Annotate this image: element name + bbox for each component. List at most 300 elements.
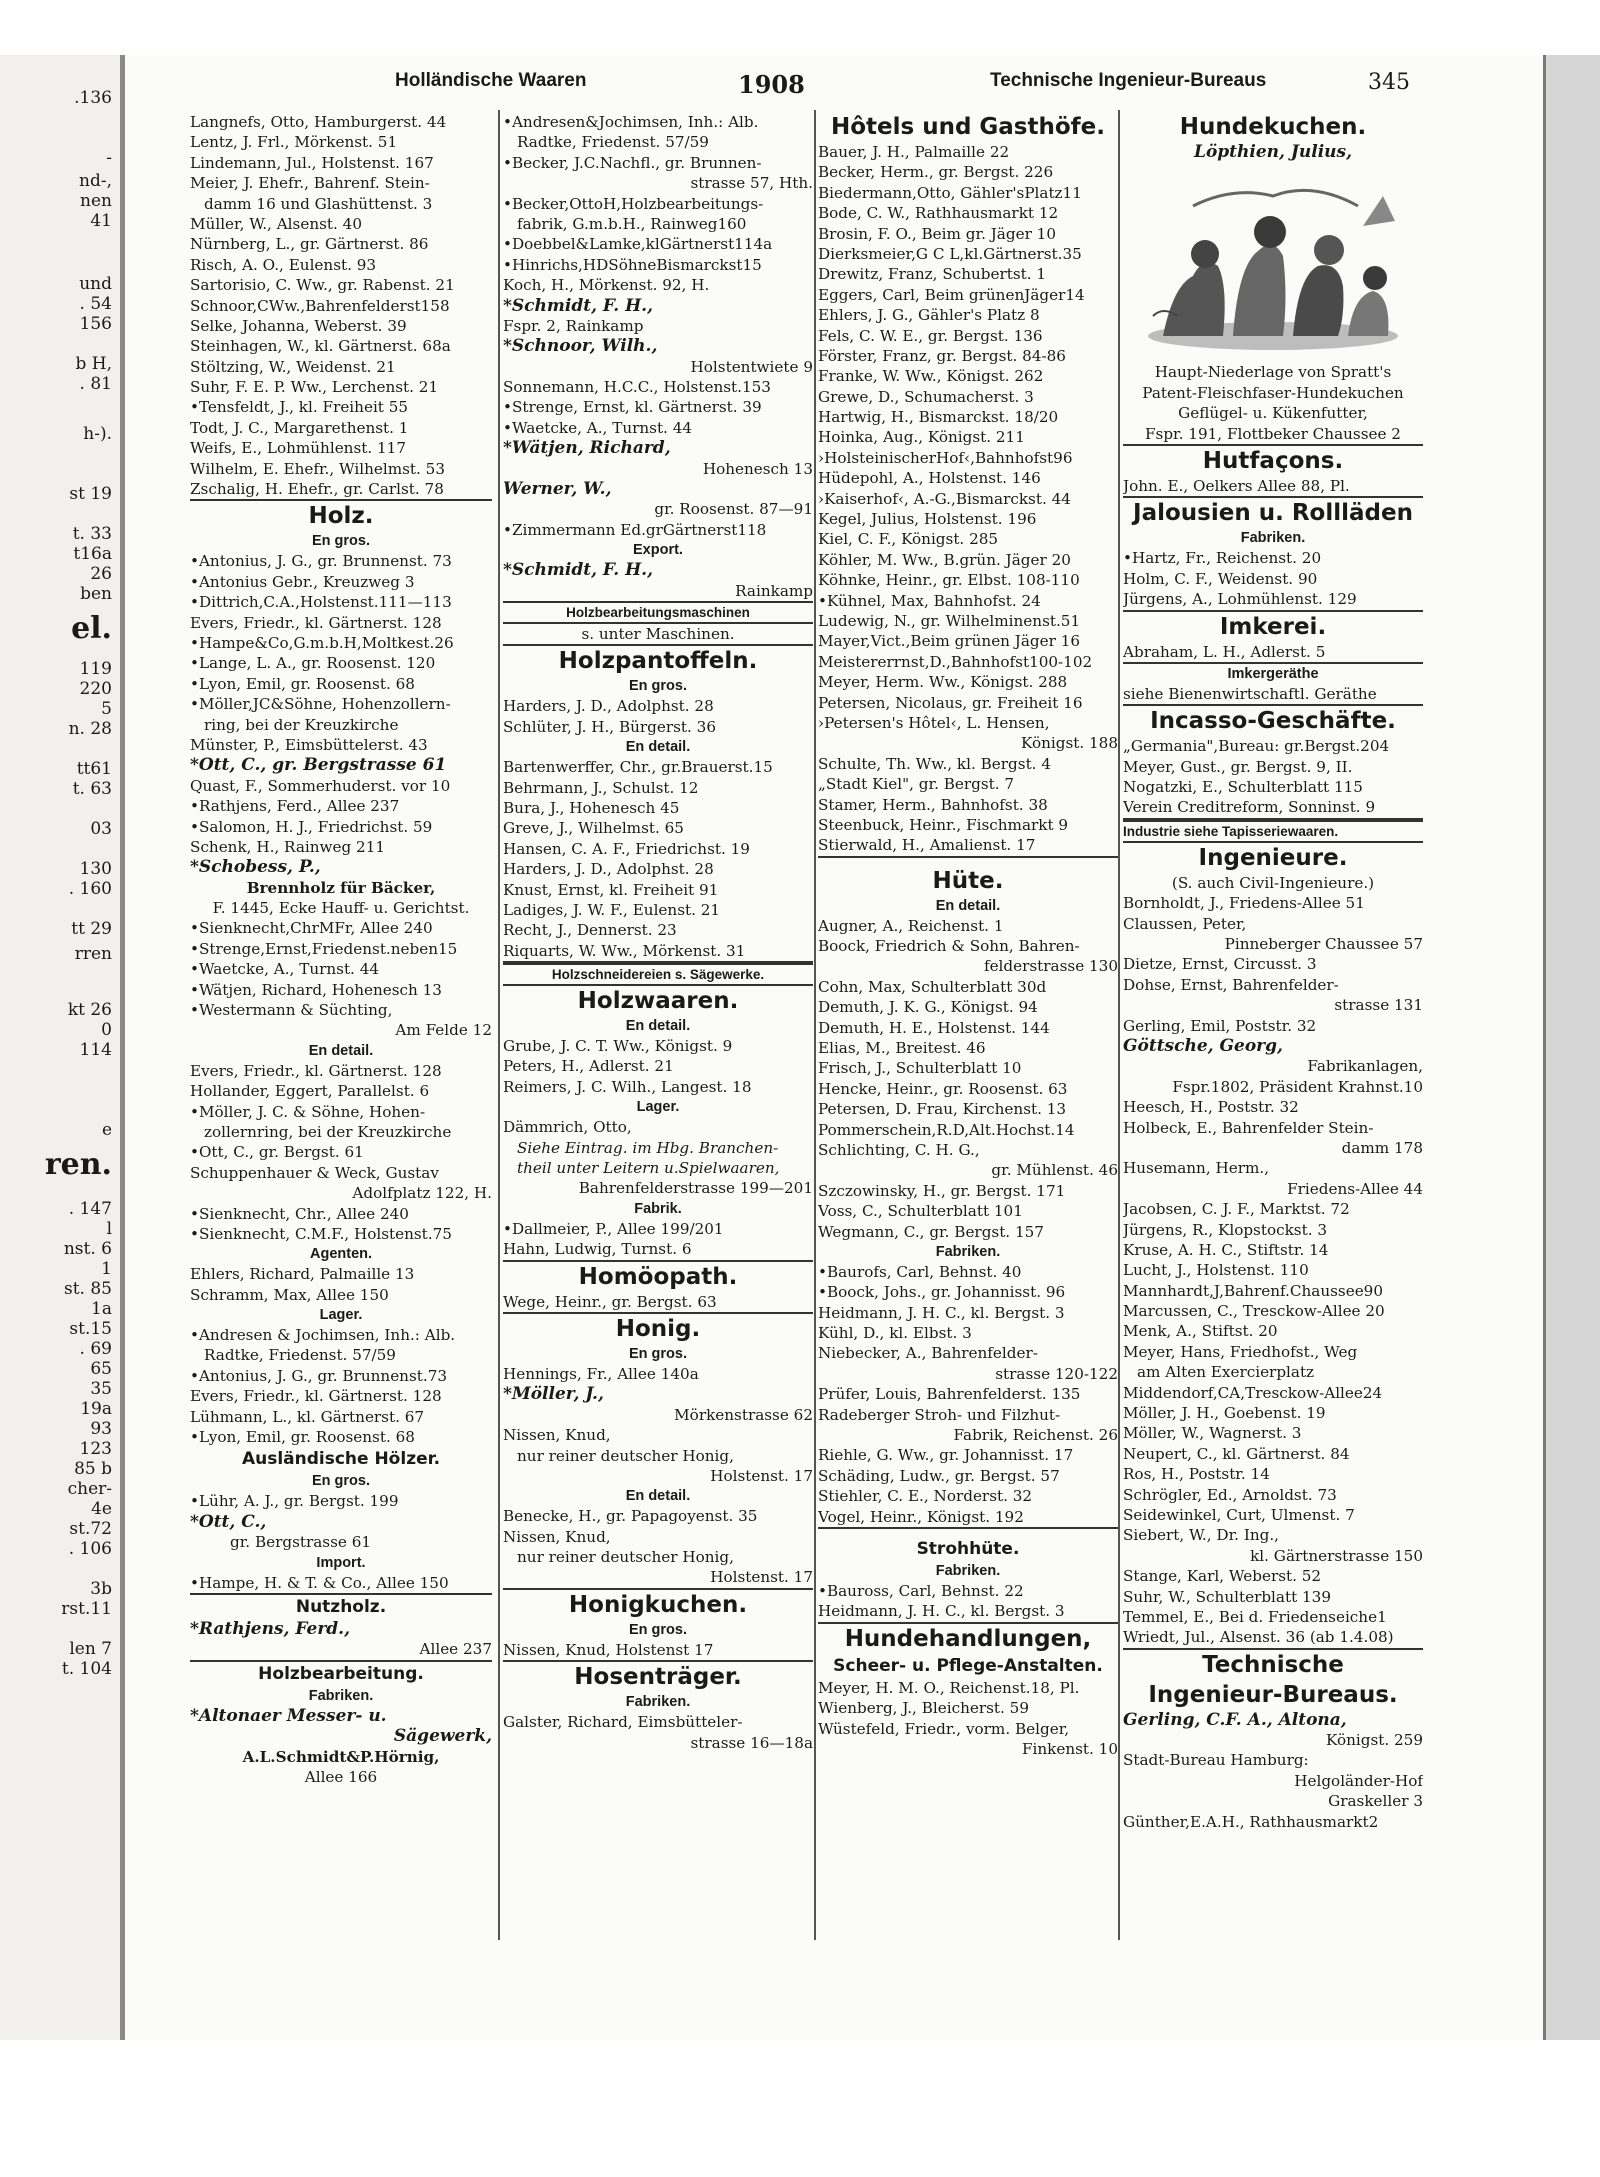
strip-text: 156 <box>79 314 112 334</box>
section-heading: Strohhüte. <box>916 1539 1020 1559</box>
directory-entry: Bartenwerffer, Chr., gr.Brauerst.15 <box>503 758 773 777</box>
strip-text: 220 <box>79 679 112 699</box>
strip-text: h-). <box>83 424 112 444</box>
directory-entry: Bornholdt, J., Friedens-Allee 51 <box>1123 894 1365 913</box>
subsection-label: Fabriken. <box>308 1687 374 1704</box>
directory-entry: Stange, Karl, Weberst. 52 <box>1123 1567 1322 1586</box>
directory-entry: Todt, J. C., Margarethenst. 1 <box>190 418 409 437</box>
column-3 <box>818 112 1118 1759</box>
column-rule <box>498 110 500 1940</box>
directory-entry: Ehlers, J. G., Gähler's Platz 8 <box>818 306 1040 325</box>
section-heading: Hundehandlungen, <box>844 1625 1092 1652</box>
directory-entry: Dämmrich, Otto, <box>503 1118 632 1137</box>
strip-text: - <box>106 148 112 168</box>
strip-text: tt61 <box>76 759 112 779</box>
directory-entry: •Hampe, H. & T. & Co., Allee 150 <box>190 1573 492 1595</box>
directory-entry: Koch, H., Mörkenst. 92, H. <box>503 276 710 295</box>
directory-entry: strasse 131 <box>1334 996 1423 1015</box>
subsection-label: En gros. <box>628 678 687 695</box>
strip-text: t. 63 <box>72 779 112 799</box>
strip-text: cher- <box>67 1479 112 1499</box>
directory-entry: Fspr. 191, Flottbeker Chaussee 2 <box>1123 424 1423 446</box>
directory-entry: ring, bei der Kreuzkirche <box>204 715 399 734</box>
directory-entry: Recht, J., Dennerst. 23 <box>503 921 677 940</box>
directory-entry: Weifs, E., Lohmühlenst. 117 <box>190 439 406 458</box>
directory-entry: Kruse, A. H. C., Stiftstr. 14 <box>1123 1240 1329 1259</box>
directory-entry: •Bauross, Carl, Behnst. 22 <box>818 1582 1024 1600</box>
directory-entry: Schuppenhauer & Weck, Gustav <box>190 1163 439 1182</box>
cross-reference: Holzschneidereien s. Sägewerke. <box>503 963 813 986</box>
strip-text: l <box>106 1219 112 1239</box>
directory-entry: nur reiner deutscher Honig, <box>517 1548 734 1567</box>
directory-entry: gr. Roosenst. 87—91 <box>654 500 813 519</box>
directory-entry: Prüfer, Louis, Bahrenfelderst. 135 <box>818 1385 1081 1404</box>
directory-entry: Adolfplatz 122, H. <box>352 1184 492 1203</box>
directory-entry: •Andresen&Jochimsen, Inh.: Alb. <box>503 113 759 131</box>
directory-entry: Drewitz, Franz, Schubertst. 1 <box>818 265 1047 284</box>
running-head-left: Holländische Waaren <box>395 70 587 91</box>
directory-entry: Schramm, Max, Allee 150 <box>190 1285 389 1304</box>
featured-entry: *Schmidt, F. H., <box>503 295 653 316</box>
directory-entry: Wienberg, J., Bleicherst. 59 <box>818 1699 1029 1718</box>
featured-entry: A.L.Schmidt&P.Hörnig, <box>242 1747 440 1766</box>
directory-entry: kl. Gärtnerstrasse 150 <box>1250 1546 1423 1565</box>
directory-entry: •Sienknecht, Chr., Allee 240 <box>190 1204 409 1223</box>
directory-entry: ›HolsteinischerHof‹,Bahnhofst96 <box>818 448 1073 467</box>
directory-entry: Allee 237 <box>190 1639 492 1661</box>
directory-entry: Frisch, J., Schulterblatt 10 <box>818 1059 1022 1078</box>
directory-entry: Nissen, Knud, <box>503 1527 611 1546</box>
directory-entry: Wriedt, Jul., Alsenst. 36 (ab 1.4.08) <box>1123 1627 1423 1649</box>
directory-entry: Marcussen, C., Tresckow-Allee 20 <box>1123 1302 1385 1321</box>
strip-text: b H, <box>75 354 112 374</box>
directory-entry: Meyer, H. M. O., Reichenst.18, Pl. <box>818 1678 1080 1697</box>
directory-entry: Königst. 259 <box>1326 1731 1423 1750</box>
strip-text: st 19 <box>69 484 112 504</box>
directory-entry: •Salomon, H. J., Friedrichst. 59 <box>190 817 433 836</box>
subsection-label: Fabriken. <box>625 1694 691 1711</box>
directory-entry: •Rathjens, Ferd., Allee 237 <box>190 797 400 816</box>
directory-entry: Stiehler, C. E., Norderst. 32 <box>818 1487 1033 1506</box>
directory-entry: •Waetcke, A., Turnst. 44 <box>190 960 380 979</box>
strip-text: 0 <box>101 1020 112 1040</box>
strip-text: ren. <box>44 1147 112 1182</box>
dogs-illustration <box>1133 166 1413 356</box>
featured-entry: *Ott, C., gr. Bergstrasse 61 <box>190 755 447 776</box>
directory-entry: Meyer, Gust., gr. Bergst. 9, II. <box>1123 757 1353 776</box>
subsection-label: Fabriken. <box>1240 530 1306 547</box>
cross-reference: Holzbearbeitungsmaschinen <box>503 601 813 624</box>
strip-text: st. 85 <box>64 1279 112 1299</box>
directory-entry: Peters, H., Adlerst. 21 <box>503 1057 674 1076</box>
directory-entry: Augner, A., Reichenst. 1 <box>818 916 1004 935</box>
strip-text: . 147 <box>68 1199 112 1219</box>
directory-entry: •Kühnel, Max, Bahnhofst. 24 <box>818 591 1041 610</box>
directory-entry: Riehle, G. Ww., gr. Johannisst. 17 <box>818 1446 1074 1465</box>
strip-text: 1 <box>101 1259 112 1279</box>
directory-entry: Evers, Friedr., kl. Gärtnerst. 128 <box>190 1387 442 1406</box>
directory-entry: Sartorisio, C. Ww., gr. Rabenst. 21 <box>190 276 455 295</box>
subsection-label: En detail. <box>308 1042 374 1059</box>
strip-text: nst. 6 <box>63 1239 112 1259</box>
directory-entry: Mayer,Vict.,Beim grünen Jäger 16 <box>818 632 1081 651</box>
directory-entry: Evers, Friedr., kl. Gärtnerst. 128 <box>190 1061 442 1080</box>
directory-entry: Schäding, Ludw., gr. Bergst. 57 <box>818 1466 1060 1485</box>
running-head-right: Technische Ingenieur-Bureaus <box>990 70 1267 91</box>
directory-entry: •Andresen & Jochimsen, Inh.: Alb. <box>190 1326 456 1345</box>
directory-entry: Schrögler, Ed., Arnoldst. 73 <box>1123 1485 1337 1504</box>
directory-entry: theil unter Leitern u.Spielwaaren, <box>517 1159 780 1178</box>
strip-text: .136 <box>74 88 112 108</box>
column-rule <box>814 110 816 1940</box>
directory-entry: Graskeller 3 <box>1328 1792 1423 1811</box>
strip-text: 85 b <box>74 1459 112 1479</box>
directory-entry: Boock, Friedrich & Sohn, Bahren- <box>818 937 1080 956</box>
column-2 <box>503 112 813 1753</box>
subsection-label: En detail. <box>935 897 1001 914</box>
strip-text: n. 28 <box>68 719 112 739</box>
directory-entry: Finkenst. 10 <box>1021 1739 1118 1758</box>
strip-text: el. <box>71 611 112 646</box>
section-heading: Honig. <box>615 1315 701 1342</box>
directory-entry: F. 1445, Ecke Hauff- u. Gerichtst. <box>212 899 470 918</box>
directory-entry: Cohn, Max, Schulterblatt 30d <box>818 977 1047 996</box>
directory-entry: Meyer, Hans, Friedhofst., Weg <box>1123 1342 1358 1361</box>
directory-entry: Harders, J. D., Adolphst. 28 <box>503 697 714 716</box>
strip-text: nen <box>80 191 112 211</box>
strip-text: und <box>79 274 112 294</box>
directory-entry: Reimers, J. C. Wilh., Langest. 18 <box>503 1077 752 1096</box>
directory-entry: Neupert, C., kl. Gärtnerst. 84 <box>1123 1444 1350 1463</box>
directory-entry: Nissen, Knud, <box>503 1426 611 1445</box>
strip-text: . 81 <box>79 374 112 394</box>
running-head-year: 1908 <box>738 70 805 99</box>
directory-entry: Petersen, D. Frau, Kirchenst. 13 <box>818 1100 1067 1119</box>
directory-entry: Haupt-Niederlage von Spratt's <box>1154 363 1392 382</box>
directory-entry: zollernring, bei der Kreuzkirche <box>204 1122 452 1141</box>
directory-entry: •Waetcke, A., Turnst. 44 <box>503 418 693 437</box>
directory-entry: Steenbuck, Heinr., Fischmarkt 9 <box>818 815 1069 834</box>
directory-entry: Lentz, J. Frl., Mörkenst. 51 <box>190 133 398 152</box>
directory-entry: •Hartz, Fr., Reichenst. 20 <box>1123 549 1322 568</box>
directory-entry: Stöltzing, W., Weidenst. 21 <box>190 357 396 376</box>
directory-entry: Hartwig, H., Bismarckst. 18/20 <box>818 408 1059 427</box>
directory-entry: Schulte, Th. Ww., kl. Bergst. 4 <box>818 754 1051 773</box>
directory-entry: •Möller,JC&Söhne, Hohenzollern- <box>190 695 451 714</box>
strip-text: . 69 <box>79 1339 112 1359</box>
strip-text: kt 26 <box>67 1000 112 1020</box>
directory-entry: •Sienknecht,ChrMFr, Allee 240 <box>190 919 433 938</box>
directory-entry: Risch, A. O., Eulenst. 93 <box>190 255 377 274</box>
directory-entry: Greve, J., Wilhelmst. 65 <box>503 819 684 838</box>
directory-entry: •Lange, L. A., gr. Roosenst. 120 <box>190 654 436 673</box>
subsection-label: Import. <box>316 1554 366 1571</box>
directory-entry: Franke, W. Ww., Königst. 262 <box>818 367 1044 386</box>
directory-entry: Vogel, Heinr., Königst. 192 <box>818 1507 1118 1529</box>
directory-entry: •Möller, J. C. & Söhne, Hohen- <box>190 1102 426 1121</box>
strip-text: 03 <box>90 819 112 839</box>
directory-entry: •Dittrich,C.A.,Holstenst.111—113 <box>190 593 452 612</box>
column-1 <box>190 112 492 1787</box>
section-heading: Nutzholz. <box>295 1597 387 1617</box>
subsection-label: Fabriken. <box>935 1563 1001 1579</box>
directory-entry: Dierksmeier,G C L,kl.Gärtnerst.35 <box>818 244 1082 263</box>
directory-entry: Mannhardt,J,Bahrenf.Chaussee90 <box>1123 1281 1384 1300</box>
directory-entry: Rainkamp <box>735 581 813 600</box>
directory-entry: •Lyon, Emil, gr. Roosenst. 68 <box>190 674 415 693</box>
directory-entry: Bauer, J. H., Palmaille 22 <box>818 143 1010 161</box>
directory-entry: Hollander, Eggert, Parallelst. 6 <box>190 1082 430 1101</box>
strip-text: 35 <box>90 1379 112 1399</box>
strip-text: . 106 <box>68 1539 112 1559</box>
column-rule <box>1118 110 1120 1940</box>
directory-entry: Patent-Fleischfaser-Hundekuchen <box>1142 383 1404 402</box>
strip-text: ben <box>80 584 112 604</box>
directory-entry: Holstentwiete 9 <box>690 357 813 376</box>
directory-entry: Stierwald, H., Amalienst. 17 <box>818 835 1118 857</box>
directory-entry: Wegmann, C., gr. Bergst. 157 <box>818 1222 1044 1241</box>
section-heading: Homöopath. <box>578 1263 738 1290</box>
strip-text: tt 29 <box>71 919 112 939</box>
subsection-label: En gros. <box>311 533 370 550</box>
directory-entry: Hüdepohl, A., Holstenst. 146 <box>818 469 1041 488</box>
directory-entry: •Hinrichs,HDSöhneBismarckst15 <box>503 255 762 274</box>
strip-text: nd-, <box>79 171 112 191</box>
strip-text: e <box>101 1120 112 1140</box>
directory-entry: Sonnemann, H.C.C., Holstenst.153 <box>503 378 771 397</box>
directory-entry: Harders, J. D., Adolphst. 28 <box>503 860 714 879</box>
directory-entry: Brosin, F. O., Beim gr. Jäger 10 <box>818 224 1056 243</box>
directory-entry: Königst. 188 <box>1021 734 1118 753</box>
directory-entry: •Strenge, Ernst, kl. Gärtnerst. 39 <box>503 398 762 417</box>
directory-entry: Fspr.1802, Präsident Krahnst.10 <box>1172 1077 1423 1096</box>
strip-text: 130 <box>79 859 112 879</box>
directory-entry: Jürgens, R., Klopstockst. 3 <box>1123 1220 1328 1239</box>
directory-entry: siehe Bienenwirtschaftl. Geräthe <box>1123 684 1423 706</box>
directory-entry: Riquarts, W. Ww., Mörkenst. 31 <box>503 941 813 963</box>
adjacent-page-strip <box>0 55 125 2040</box>
strip-text: . 160 <box>68 879 112 899</box>
directory-entry: Verein Creditreform, Sonninst. 9 <box>1123 797 1423 819</box>
featured-entry: Gerling, C.F. A., Altona, <box>1123 1709 1347 1730</box>
featured-entry: *Ott, C., <box>190 1511 267 1532</box>
directory-entry: John. E., Oelkers Allee 88, Pl. <box>1123 476 1423 498</box>
directory-entry: Geflügel- u. Kükenfutter, <box>1178 404 1368 423</box>
strip-text: 1a <box>91 1299 112 1319</box>
directory-entry: •Wätjen, Richard, Hohenesch 13 <box>190 980 442 999</box>
directory-entry: Helgoländer-Hof <box>1294 1771 1423 1790</box>
directory-entry: Schlichting, C. H. G., <box>818 1140 980 1159</box>
directory-entry: Bode, C. W., Rathhausmarkt 12 <box>818 204 1059 223</box>
directory-entry: Becker, Herm., gr. Bergst. 226 <box>818 163 1054 182</box>
directory-entry: Eggers, Carl, Beim grünenJäger14 <box>818 285 1085 304</box>
directory-entry: •Becker, J.C.Nachfl., gr. Brunnen- <box>503 153 762 172</box>
directory-entry: Radeberger Stroh- und Filzhut- <box>818 1405 1061 1424</box>
directory-entry: Voss, C., Schulterblatt 101 <box>818 1202 1023 1221</box>
directory-entry: Abraham, L. H., Adlerst. 5 <box>1123 642 1423 664</box>
directory-entry: •Ott, C., gr. Bergst. 61 <box>190 1143 364 1162</box>
spacing <box>818 1529 1118 1537</box>
strip-text: 4e <box>91 1499 112 1519</box>
directory-entry: Hoinka, Aug., Königst. 211 <box>818 428 1025 447</box>
directory-entry: Meyer, Herm. Ww., Königst. 288 <box>818 673 1068 692</box>
directory-entry: Dohse, Ernst, Bahrenfelder- <box>1123 975 1339 994</box>
directory-entry: „Germania",Bureau: gr.Bergst.204 <box>1123 737 1390 756</box>
directory-entry: Niebecker, A., Bahrenfelder- <box>818 1344 1038 1363</box>
featured-entry: *Möller, J., <box>503 1384 604 1405</box>
directory-entry: Dietze, Ernst, Circusst. 3 <box>1123 955 1317 974</box>
directory-entry: Möller, J. H., Goebenst. 19 <box>1123 1404 1326 1423</box>
directory-entry: •Antonius Gebr., Kreuzweg 3 <box>190 572 415 591</box>
directory-entry: Zschalig, H. Ehefr., gr. Carlst. 78 <box>190 479 492 501</box>
directory-entry: •Westermann & Süchting, <box>190 1001 393 1020</box>
strip-text: 19a <box>80 1399 112 1419</box>
directory-entry: Bura, J., Hohenesch 45 <box>503 798 680 817</box>
directory-entry: Holbeck, E., Bahrenfelder Stein- <box>1123 1118 1374 1137</box>
page-number: 345 <box>1368 70 1410 95</box>
directory-entry: Pommerschein,R.D,Alt.Hochst.14 <box>818 1120 1075 1139</box>
directory-entry: Fels, C. W. E., gr. Bergst. 136 <box>818 326 1043 345</box>
directory-entry: Suhr, F. E. P. Ww., Lerchenst. 21 <box>190 378 439 397</box>
directory-entry: Quast, F., Sommerhuderst. vor 10 <box>190 776 451 795</box>
directory-entry: Elias, M., Breitest. 46 <box>818 1039 986 1058</box>
section-heading: Incasso-Geschäfte. <box>1150 708 1396 735</box>
directory-entry: Claussen, Peter, <box>1123 914 1247 933</box>
directory-entry: fabrik, G.m.b.H., Rainweg160 <box>517 214 747 233</box>
directory-entry: Hohenesch 13 <box>702 459 813 478</box>
directory-entry: Fabrikanlagen, <box>1307 1057 1423 1076</box>
directory-entry: Ehlers, Richard, Palmaille 13 <box>190 1265 415 1284</box>
directory-entry: Holstenst. 17 <box>710 1466 813 1485</box>
directory-entry: Köhnke, Heinr., gr. Elbst. 108-110 <box>818 571 1080 590</box>
directory-entry: Friedens-Allee 44 <box>1287 1179 1423 1198</box>
strip-text: 65 <box>90 1359 112 1379</box>
featured-entry: *Rathjens, Ferd., <box>190 1619 351 1639</box>
directory-entry: Langnefs, Otto, Hamburgerst. 44 <box>190 113 447 131</box>
directory-entry: Husemann, Herm., <box>1123 1159 1270 1178</box>
subsection-label: En gros. <box>628 1345 687 1362</box>
directory-entry: Hahn, Ludwig, Turnst. 6 <box>503 1239 813 1261</box>
strip-text: t. 33 <box>72 524 112 544</box>
directory-entry: gr. Mühlenst. 46 <box>991 1161 1118 1180</box>
directory-entry: Knust, Ernst, kl. Freiheit 91 <box>503 880 719 899</box>
directory-entry: •Dallmeier, P., Allee 199/201 <box>503 1219 724 1238</box>
spacing <box>818 858 1118 866</box>
directory-entry: Fabrik, Reichenst. 26 <box>953 1426 1118 1445</box>
directory-entry: Nissen, Knud, Holstenst 17 <box>503 1640 813 1662</box>
section-heading: Hutfaçons. <box>1202 447 1344 474</box>
section-heading: Jalousien u. Rollläden <box>1133 500 1413 527</box>
column-4-heading <box>1123 112 1423 162</box>
directory-entry: Am Felde 12 <box>395 1021 492 1040</box>
directory-entry: Demuth, H. E., Holstenst. 144 <box>818 1018 1050 1037</box>
directory-entry: Grewe, D., Schumacherst. 3 <box>818 387 1034 406</box>
section-heading: Hundekuchen. <box>1179 114 1367 140</box>
subsection-label: Export. <box>633 542 683 559</box>
directory-entry: strasse 57, Hth. <box>690 174 813 193</box>
directory-entry: Günther,E.A.H., Rathhausmarkt2 <box>1123 1812 1379 1831</box>
directory-entry: Galster, Richard, Eimsbütteler- <box>503 1713 743 1732</box>
subsection-label: Fabriken. <box>935 1243 1001 1260</box>
section-heading: Holzpantoffeln. <box>558 648 758 675</box>
directory-entry: •Doebbel&Lamke,klGärtnerst114a <box>503 235 773 254</box>
directory-entry: •Strenge,Ernst,Friedenst.neben15 <box>190 939 458 958</box>
directory-entry: damm 16 und Glashüttenst. 3 <box>204 194 433 213</box>
directory-entry: nur reiner deutscher Honig, <box>517 1446 734 1465</box>
directory-entry: Petersen, Nicolaus, gr. Freiheit 16 <box>818 693 1083 712</box>
directory-entry: Grube, J. C. T. Ww., Königst. 9 <box>503 1037 733 1056</box>
strip-text: 41 <box>90 211 112 231</box>
directory-entry: Steinhagen, W., kl. Gärtnerst. 68a <box>190 337 451 356</box>
directory-entry: Behrmann, J., Schulst. 12 <box>503 778 699 797</box>
directory-entry: Bahrenfelderstrasse 199—201 <box>578 1179 813 1198</box>
featured-entry: *Schobess, P., <box>190 857 321 878</box>
directory-entry: Siebert, W., Dr. Ing., <box>1123 1526 1279 1545</box>
section-heading: Holzwaaren. <box>577 988 739 1015</box>
strip-text: 123 <box>79 1439 112 1459</box>
directory-entry: •Baurofs, Carl, Behnst. 40 <box>818 1262 1022 1281</box>
directory-entry: Gerling, Emil, Poststr. 32 <box>1123 1016 1317 1035</box>
directory-entry: •Becker,OttoH,Holzbearbeitungs- <box>503 194 764 213</box>
cross-reference: Industrie siehe Tapisseriewaaren. <box>1123 820 1423 843</box>
directory-entry: Köhler, M. Ww., B.grün. Jäger 20 <box>818 550 1071 569</box>
directory-entry: •Antonius, J. G., gr. Brunnenst. 73 <box>190 552 452 571</box>
directory-entry: ›Kaiserhof‹, A.-G.,Bismarckst. 44 <box>818 489 1071 508</box>
directory-entry: •Sienknecht, C.M.F., Holstenst.75 <box>190 1224 452 1243</box>
directory-entry: Suhr, W., Schulterblatt 139 <box>1123 1587 1331 1606</box>
strip-text: 114 <box>79 1040 112 1060</box>
directory-entry: Radtke, Friedenst. 57/59 <box>204 1346 396 1365</box>
directory-entry: •Lühr, A. J., gr. Bergst. 199 <box>190 1492 399 1511</box>
directory-entry: Wilhelm, E. Ehefr., Wilhelmst. 53 <box>190 459 445 478</box>
directory-entry: Temmel, E., Bei d. Friedenseiche1 <box>1123 1607 1387 1626</box>
directory-entry: Jacobsen, C. J. F., Marktst. 72 <box>1123 1200 1350 1219</box>
directory-entry: Selke, Johanna, Weberst. 39 <box>190 316 407 335</box>
directory-entry: Meistererrnst,D.,Bahnhofst100-102 <box>818 652 1093 671</box>
directory-entry: Kiel, C. F., Königst. 285 <box>818 530 999 549</box>
strip-text: rst.11 <box>61 1599 112 1619</box>
strip-text: 93 <box>90 1419 112 1439</box>
section-heading: Honigkuchen. <box>568 1591 748 1618</box>
strip-text: t16a <box>73 544 112 564</box>
directory-entry: strasse 16—18a <box>690 1733 813 1752</box>
featured-entry: Sägewerk, <box>393 1726 492 1747</box>
section-heading: Holz. <box>308 503 374 530</box>
directory-entry: Wüstefeld, Friedr., vorm. Belger, <box>818 1719 1070 1738</box>
section-heading: Technische <box>1202 1651 1344 1678</box>
page-edge-line <box>1543 55 1546 2040</box>
strip-text: 119 <box>79 659 112 679</box>
directory-entry: Müller, W., Alsenst. 40 <box>190 214 362 233</box>
directory-entry: Ladiges, J. W. F., Eulenst. 21 <box>503 900 721 919</box>
directory-entry: damm 178 <box>1341 1138 1423 1157</box>
directory-entry: Hennings, Fr., Allee 140a <box>503 1364 699 1383</box>
directory-entry: am Alten Exercierplatz <box>1137 1363 1315 1382</box>
subsection-label: Agenten. <box>309 1246 373 1263</box>
directory-entry: Szczowinsky, H., gr. Bergst. 171 <box>818 1181 1066 1200</box>
section-heading: Ingenieure. <box>1198 844 1348 871</box>
directory-entry: Hansen, C. A. F., Friedrichst. 19 <box>503 839 750 858</box>
subsection-label: En detail. <box>625 1018 691 1035</box>
directory-entry: Middendorf,CA,Tresckow-Allee24 <box>1123 1383 1383 1402</box>
directory-entry: Demuth, J. K. G., Königst. 94 <box>818 998 1038 1017</box>
directory-entry: Holm, C. F., Weidenst. 90 <box>1123 569 1318 588</box>
directory-entry: Lindemann, Jul., Holstenst. 167 <box>190 153 434 172</box>
directory-entry: Schnoor,CWw.,Bahrenfelderst158 <box>190 296 450 315</box>
directory-entry: Siehe Eintrag. im Hbg. Branchen- <box>517 1138 779 1157</box>
directory-entry: Lucht, J., Holstenst. 110 <box>1123 1261 1309 1280</box>
directory-entry: „Stadt Kiel", gr. Bergst. 7 <box>818 775 1015 794</box>
